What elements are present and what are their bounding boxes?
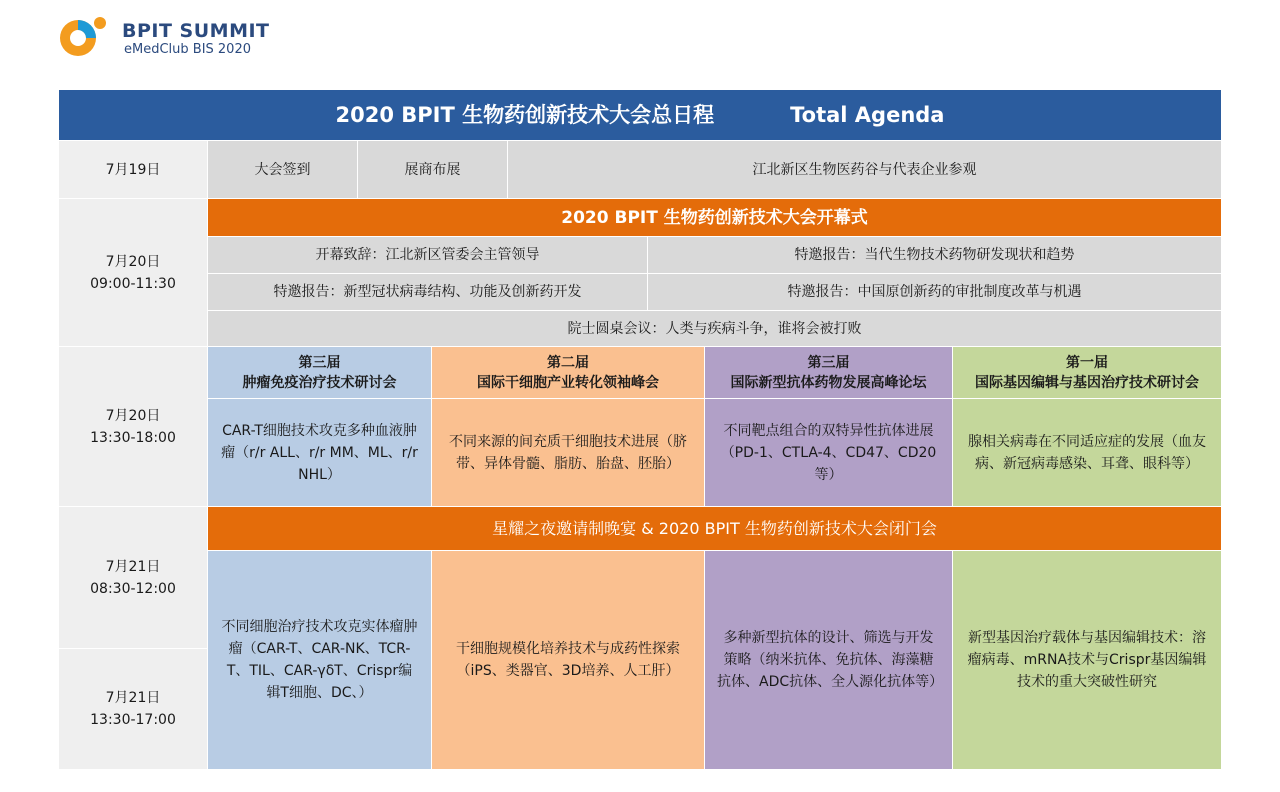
gala-text: 星耀之夜邀请制晚宴 & 2020 BPIT 生物药创新技术大会闭门会 <box>492 518 937 538</box>
talk-text: 特邀报告：当代生物技术药物研发现状和趋势 <box>794 247 1075 263</box>
date-jul20-afternoon <box>59 347 208 507</box>
forum-edition: 第三届 <box>807 354 850 371</box>
day3-topic-stem-cell <box>432 551 705 770</box>
forum-name: 国际干细胞产业转化领袖峰会 <box>477 374 659 391</box>
forum-topic-tumor-immunotherapy <box>208 399 432 507</box>
date-jul20-morning <box>59 199 208 347</box>
forum-edition: 第三届 <box>298 354 341 371</box>
agenda-table <box>59 90 1222 770</box>
opening-talk-3 <box>208 274 648 311</box>
day3-topic-cell-therapy <box>208 551 432 770</box>
time-label: 13:30-17:00 <box>90 712 176 728</box>
opening-talk-2 <box>648 237 1222 274</box>
exhibitor-setup-label: 展商布展 <box>404 161 461 178</box>
date-label: 7月21日 <box>105 690 161 706</box>
forum-title-antibody <box>705 347 953 399</box>
logo-title: BPIT SUMMIT <box>122 20 270 42</box>
talk-text: 开幕致辞：江北新区管委会主管领导 <box>315 247 540 263</box>
logo-subtitle: eMedClub BIS 2020 <box>124 42 251 57</box>
forum-title-stem-cell <box>432 347 705 399</box>
topic-text: 多种新型抗体的设计、筛选与开发策略（纳米抗体、免抗体、海藻糖抗体、ADC抗体、全人源化抗体等） <box>717 630 944 690</box>
forum-edition: 第一届 <box>1066 354 1108 371</box>
forum-topic-text: 不同来源的间充质干细胞技术进展（脐带、异体骨髓、脂肪、胎盘、胚胎） <box>449 433 687 472</box>
talk-text: 特邀报告：新型冠状病毒结构、功能及创新药开发 <box>273 284 582 300</box>
agenda-title-en: Total Agenda <box>790 103 945 127</box>
day3-topic-antibody <box>705 551 953 770</box>
registration-label: 大会签到 <box>254 161 311 178</box>
roundtable-text: 院士圆桌会议：人类与疾病斗争，谁将会被打败 <box>567 320 862 337</box>
site-visit-label: 江北新区生物医药谷与代表企业参观 <box>752 161 977 178</box>
date-label: 7月21日 <box>105 558 161 575</box>
opening-ceremony-title <box>208 199 1222 237</box>
forum-title-tumor-immunotherapy <box>208 347 432 399</box>
site-visit-cell <box>508 141 1222 199</box>
forum-name: 肿瘤免疫治疗技术研讨会 <box>242 374 397 391</box>
date-label: 7月20日 <box>105 253 161 270</box>
opening-title-text: 2020 BPIT 生物药创新技术大会开幕式 <box>561 207 868 228</box>
opening-talk-1 <box>208 237 648 274</box>
forum-name: 国际基因编辑与基因治疗技术研讨会 <box>975 374 1199 391</box>
topic-text: 新型基因治疗载体与基因编辑技术：溶瘤病毒、mRNA技术与Crispr基因编辑技术的重大突破性研究 <box>967 630 1207 690</box>
topic-text: 不同细胞治疗技术攻克实体瘤肿瘤（CAR-T、CAR-NK、TCR-T、TIL、CAR-γδT、Crispr编辑T细胞、DC、） <box>221 619 418 701</box>
agenda-header <box>59 90 1222 141</box>
date-label: 7月20日 <box>105 407 161 424</box>
day3-topic-gene-therapy <box>953 551 1222 770</box>
summit-logo <box>56 14 316 60</box>
forum-topic-text: CAR-T细胞技术攻克多种血液肿瘤（r/r ALL、r/r MM、ML、r/r NHL） <box>221 422 418 483</box>
talk-text: 特邀报告：中国原创新药的审批制度改革与机遇 <box>787 284 1082 300</box>
time-label: 08:30-12:00 <box>90 580 176 597</box>
forum-topic-gene-editing <box>953 399 1222 507</box>
forum-title-gene-editing <box>953 347 1222 399</box>
summit-logo-icon <box>56 14 116 60</box>
time-label: 13:30-18:00 <box>90 429 176 446</box>
opening-talk-4 <box>648 274 1222 311</box>
date-jul21-afternoon <box>59 649 208 770</box>
forum-topic-text: 腺相关病毒在不同适应症的发展（血友病、新冠病毒感染、耳聋、眼科等） <box>968 433 1206 472</box>
registration-cell <box>208 141 358 199</box>
forum-topic-antibody <box>705 399 953 507</box>
date-jul19 <box>59 141 208 199</box>
date-jul21-morning <box>59 507 208 649</box>
exhibitor-setup-cell <box>358 141 508 199</box>
gala-dinner-banner <box>208 507 1222 551</box>
agenda-title-cn: 2020 BPIT 生物药创新技术大会总日程 <box>335 103 715 127</box>
forum-topic-text: 不同靶点组合的双特异性抗体进展（PD-1、CTLA-4、CD47、CD20等） <box>720 422 937 483</box>
forum-edition: 第二届 <box>547 354 589 371</box>
date-label: 7月19日 <box>105 161 161 178</box>
topic-text: 干细胞规模化培养技术与成药性探索（iPS、类器官、3D培养、人工肝） <box>456 641 680 679</box>
forum-name: 国际新型抗体药物发展高峰论坛 <box>730 374 927 391</box>
roundtable-cell <box>208 311 1222 347</box>
forum-topic-stem-cell <box>432 399 705 507</box>
time-label: 09:00-11:30 <box>90 275 176 292</box>
